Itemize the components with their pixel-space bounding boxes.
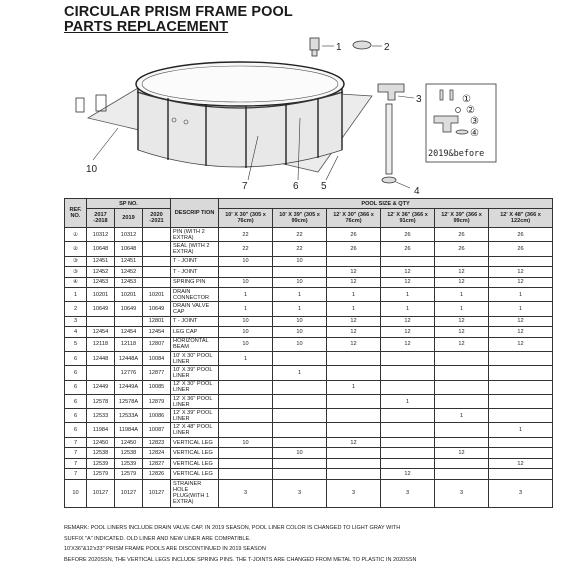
qty-cell xyxy=(219,380,273,394)
sp-cell: 12448 xyxy=(87,351,115,365)
qty-cell: 12 xyxy=(381,316,435,327)
qty-cell xyxy=(273,267,327,278)
sp-cell: 10084 xyxy=(143,351,171,365)
qty-cell: 12 xyxy=(327,437,381,448)
qty-cell: 1 xyxy=(435,409,489,423)
description-cell: 12' X 36" POOL LINER xyxy=(171,394,219,408)
qty-cell: 22 xyxy=(273,228,327,242)
qty-cell xyxy=(219,409,273,423)
sp-cell: 12452 xyxy=(115,267,143,278)
ref-cell: ① xyxy=(65,228,87,242)
qty-cell: 12 xyxy=(435,448,489,459)
callout-4: 4 xyxy=(414,186,420,197)
inset-caption: 2019&before xyxy=(428,149,485,159)
table-row xyxy=(65,337,553,351)
qty-cell: 12 xyxy=(489,337,553,351)
table-row xyxy=(65,277,553,288)
ref-cell: 6 xyxy=(65,351,87,365)
qty-cell: 10 xyxy=(219,327,273,338)
ref-cell: 2 xyxy=(65,302,87,316)
sp-cell: 12118 xyxy=(115,337,143,351)
description-cell: HORIZONTAL BEAM xyxy=(171,337,219,351)
table-row xyxy=(65,316,553,327)
qty-cell: 1 xyxy=(219,302,273,316)
sp-cell: 12578 xyxy=(87,394,115,408)
qty-cell: 1 xyxy=(381,394,435,408)
qty-cell xyxy=(435,458,489,469)
parts-table xyxy=(64,198,553,508)
qty-cell xyxy=(327,409,381,423)
ref-cell: ③ xyxy=(65,267,87,278)
table-row xyxy=(65,409,553,423)
sp-cell xyxy=(143,242,171,256)
qty-cell xyxy=(381,423,435,437)
table-row xyxy=(65,242,553,256)
qty-cell: 10 xyxy=(219,256,273,267)
page-title: CIRCULAR PRISM FRAME POOL xyxy=(64,4,293,20)
qty-cell xyxy=(435,351,489,365)
qty-cell: 22 xyxy=(273,242,327,256)
qty-cell xyxy=(219,469,273,480)
qty-cell xyxy=(327,366,381,380)
size-col-header: 12' X 36" (366 x 91cm) xyxy=(381,209,435,228)
qty-cell xyxy=(435,437,489,448)
sp-cell: 12450 xyxy=(87,437,115,448)
sp-cell: 10087 xyxy=(143,423,171,437)
qty-cell xyxy=(327,469,381,480)
sp-cell: 12579 xyxy=(115,469,143,480)
table-row xyxy=(65,228,553,242)
qty-cell xyxy=(489,351,553,365)
ref-cell: 7 xyxy=(65,437,87,448)
sp-cell: 10649 xyxy=(87,302,115,316)
qty-cell: 12 xyxy=(489,458,553,469)
ref-cell: ④ xyxy=(65,277,87,288)
sp-cell: 10649 xyxy=(143,302,171,316)
qty-cell: 3 xyxy=(219,479,273,507)
table-row xyxy=(65,448,553,459)
sp-col-header: 2017 -2018 xyxy=(87,209,115,228)
remark-line: REMARK: POOL LINERS INCLUDE DRAIN VALVE CAP. IN 2019 SEASON, POOL LINER COLOR IS CHANGED TO LIGHT GRAY WITH xyxy=(64,525,401,531)
callout-10: 10 xyxy=(86,164,98,175)
description-cell: 12' X 48" POOL LINER xyxy=(171,423,219,437)
description-cell: T - JOINT xyxy=(171,316,219,327)
qty-cell xyxy=(273,469,327,480)
sp-cell: 11984A xyxy=(115,423,143,437)
qty-cell xyxy=(489,256,553,267)
qty-cell: 12 xyxy=(327,337,381,351)
inset-mark-3: ③ xyxy=(470,116,479,127)
table-row xyxy=(65,380,553,394)
qty-cell: 12 xyxy=(327,277,381,288)
sp-cell: 12533 xyxy=(87,409,115,423)
qty-cell: 26 xyxy=(489,242,553,256)
qty-cell xyxy=(273,394,327,408)
qty-cell xyxy=(219,366,273,380)
qty-cell xyxy=(273,437,327,448)
sp-cell: 12453 xyxy=(87,277,115,288)
sp-cell: 12824 xyxy=(143,448,171,459)
qty-cell xyxy=(219,394,273,408)
table-row xyxy=(65,366,553,380)
qty-cell xyxy=(489,437,553,448)
remark-line: SUFFIX "A" INDICATED. OLD LINER AND NEW LINER ARE COMPATIBLE. xyxy=(64,535,251,542)
qty-cell: 26 xyxy=(327,242,381,256)
sp-cell: 10312 xyxy=(115,228,143,242)
inset-mark-2: ② xyxy=(466,105,475,116)
table-row xyxy=(65,437,553,448)
sp-cell: 12578A xyxy=(115,394,143,408)
inset-mark-4: ④ xyxy=(470,128,479,139)
qty-cell: 10 xyxy=(273,337,327,351)
ref-no-header: REF. NO. xyxy=(65,199,87,228)
sp-cell: 10127 xyxy=(115,479,143,507)
qty-cell xyxy=(435,423,489,437)
sp-cell: 12454 xyxy=(87,327,115,338)
qty-cell: 12 xyxy=(381,267,435,278)
size-col-header: 10' X 39" (305 x 99cm) xyxy=(273,209,327,228)
qty-cell: 1 xyxy=(219,351,273,365)
sp-cell: 12827 xyxy=(143,458,171,469)
qty-cell xyxy=(381,380,435,394)
qty-cell: 10 xyxy=(219,437,273,448)
qty-cell: 1 xyxy=(219,288,273,302)
description-cell: VERTICAL LEG xyxy=(171,469,219,480)
ref-cell: 6 xyxy=(65,394,87,408)
vertical-leg-part xyxy=(386,104,392,174)
qty-cell: 10 xyxy=(273,327,327,338)
remarks xyxy=(64,523,560,565)
qty-cell: 1 xyxy=(381,288,435,302)
qty-cell: 10 xyxy=(273,448,327,459)
ref-cell: 4 xyxy=(65,327,87,338)
sp-cell: 12454 xyxy=(143,327,171,338)
qty-cell xyxy=(273,351,327,365)
ref-cell: 5 xyxy=(65,337,87,351)
qty-cell: 3 xyxy=(435,479,489,507)
qty-cell: 12 xyxy=(381,337,435,351)
qty-cell xyxy=(327,351,381,365)
qty-cell: 12 xyxy=(327,327,381,338)
drain-valve-cap-part xyxy=(353,41,371,49)
size-col-header: 10' X 30" (305 x 76cm) xyxy=(219,209,273,228)
sp-cell: 12826 xyxy=(143,469,171,480)
qty-cell: 10 xyxy=(219,316,273,327)
table-row xyxy=(65,302,553,316)
qty-cell: 1 xyxy=(381,302,435,316)
qty-cell xyxy=(273,458,327,469)
qty-cell xyxy=(489,409,553,423)
qty-cell: 1 xyxy=(327,380,381,394)
qty-cell xyxy=(381,437,435,448)
qty-cell xyxy=(219,458,273,469)
qty-cell xyxy=(381,351,435,365)
qty-cell xyxy=(489,366,553,380)
sp-cell: 12877 xyxy=(143,366,171,380)
qty-cell: 1 xyxy=(273,288,327,302)
ref-cell: 7 xyxy=(65,448,87,459)
description-cell: VERTICAL LEG xyxy=(171,437,219,448)
description-cell: DRAIN VALVE CAP xyxy=(171,302,219,316)
table-row xyxy=(65,458,553,469)
description-cell: VERTICAL LEG xyxy=(171,448,219,459)
qty-cell xyxy=(273,423,327,437)
ref-cell: 1 xyxy=(65,288,87,302)
description-cell: LEG CAP xyxy=(171,327,219,338)
ref-cell: ② xyxy=(65,242,87,256)
sp-cell: 10201 xyxy=(115,288,143,302)
description-cell: T - JOINT xyxy=(171,267,219,278)
pool-diagram xyxy=(0,0,568,198)
qty-cell xyxy=(327,394,381,408)
sp-cell: 12538 xyxy=(87,448,115,459)
ref-cell: 6 xyxy=(65,423,87,437)
qty-cell: 12 xyxy=(489,267,553,278)
qty-cell: 1 xyxy=(435,302,489,316)
description-cell: VERTICAL LEG xyxy=(171,458,219,469)
qty-cell: 10 xyxy=(219,337,273,351)
sp-cell: 10127 xyxy=(143,479,171,507)
sp-cell: 12776 xyxy=(115,366,143,380)
sp-cell: 12454 xyxy=(115,327,143,338)
description-header: DESCRIP TION xyxy=(171,199,219,228)
sp-cell: 10648 xyxy=(115,242,143,256)
table-row xyxy=(65,479,553,507)
sp-cell: 10086 xyxy=(143,409,171,423)
table-row xyxy=(65,327,553,338)
sp-cell xyxy=(143,267,171,278)
sp-cell: 10127 xyxy=(87,479,115,507)
sp-cell: 10201 xyxy=(87,288,115,302)
qty-cell: 1 xyxy=(435,288,489,302)
size-col-header: 12' X 30" (366 x 76cm) xyxy=(327,209,381,228)
sp-cell xyxy=(87,366,115,380)
description-cell: PIN (WITH 2 EXTRA) xyxy=(171,228,219,242)
qty-cell: 1 xyxy=(327,288,381,302)
description-cell: STRAINER HOLE PLUG(WITH 1 EXTRA) xyxy=(171,479,219,507)
sp-cell: 12451 xyxy=(115,256,143,267)
ref-cell: 7 xyxy=(65,458,87,469)
sp-cell: 12453 xyxy=(115,277,143,288)
sp-cell xyxy=(143,228,171,242)
callout-1: 1 xyxy=(336,42,342,53)
sp-cell: 10312 xyxy=(87,228,115,242)
remark-line: BEFORE 2020SSN, THE VERTICAL LEGS INCLUDE SPRING PINS. THE T-JOINTS ARE CHANGED FROM METAL TO PLASTIC IN 2020SSN xyxy=(64,556,417,563)
qty-cell: 1 xyxy=(489,423,553,437)
sp-col-header: 2019 xyxy=(115,209,143,228)
description-cell: 12' X 39" POOL LINER xyxy=(171,409,219,423)
qty-cell: 3 xyxy=(489,479,553,507)
sp-cell: 12452 xyxy=(87,267,115,278)
sp-cell: 12823 xyxy=(143,437,171,448)
description-cell: T - JOINT xyxy=(171,256,219,267)
qty-cell: 12 xyxy=(327,267,381,278)
sp-cell: 10085 xyxy=(143,380,171,394)
qty-cell xyxy=(273,409,327,423)
qty-cell: 10 xyxy=(273,277,327,288)
leg-cap-part xyxy=(382,177,396,183)
qty-cell: 26 xyxy=(489,228,553,242)
qty-cell: 26 xyxy=(327,228,381,242)
table-row xyxy=(65,394,553,408)
sp-no-header: SP NO. xyxy=(87,199,171,209)
qty-cell xyxy=(489,448,553,459)
qty-cell xyxy=(219,423,273,437)
qty-cell: 1 xyxy=(273,366,327,380)
sp-cell xyxy=(143,277,171,288)
qty-cell: 3 xyxy=(327,479,381,507)
qty-cell xyxy=(381,366,435,380)
qty-cell: 3 xyxy=(381,479,435,507)
description-cell: SEAL (WITH 2 EXTRA) xyxy=(171,242,219,256)
sp-cell: 12533A xyxy=(115,409,143,423)
qty-cell xyxy=(435,366,489,380)
qty-cell: 1 xyxy=(273,302,327,316)
sp-cell: 12450 xyxy=(115,437,143,448)
description-cell: DRAIN CONNECTOR xyxy=(171,288,219,302)
qty-cell: 10 xyxy=(219,277,273,288)
ref-cell: ③ xyxy=(65,256,87,267)
callout-5: 5 xyxy=(321,181,327,192)
qty-cell xyxy=(381,448,435,459)
sp-cell xyxy=(115,316,143,327)
sp-cell xyxy=(143,256,171,267)
ref-cell: 3 xyxy=(65,316,87,327)
ref-cell: 10 xyxy=(65,479,87,507)
sp-cell: 12807 xyxy=(143,337,171,351)
callout-6: 6 xyxy=(293,181,299,192)
qty-cell: 26 xyxy=(381,242,435,256)
qty-cell xyxy=(219,448,273,459)
table-row xyxy=(65,267,553,278)
qty-cell: 12 xyxy=(489,277,553,288)
size-col-header: 12' X 39" (366 x 99cm) xyxy=(435,209,489,228)
qty-cell: 26 xyxy=(435,228,489,242)
qty-cell xyxy=(435,469,489,480)
sp-cell: 10649 xyxy=(115,302,143,316)
sp-cell: 10201 xyxy=(143,288,171,302)
qty-cell: 12 xyxy=(435,327,489,338)
table-row xyxy=(65,288,553,302)
sp-col-header: 2020 -2021 xyxy=(143,209,171,228)
table-row xyxy=(65,351,553,365)
qty-cell xyxy=(435,256,489,267)
ref-cell: 6 xyxy=(65,366,87,380)
drain-connector-part xyxy=(310,38,319,56)
qty-cell xyxy=(381,409,435,423)
sp-cell: 12448A xyxy=(115,351,143,365)
qty-cell xyxy=(435,380,489,394)
qty-cell xyxy=(381,256,435,267)
qty-cell xyxy=(273,380,327,394)
sp-cell: 12539 xyxy=(87,458,115,469)
qty-cell: 12 xyxy=(435,337,489,351)
qty-cell: 22 xyxy=(219,242,273,256)
sp-cell: 12449A xyxy=(115,380,143,394)
sp-cell xyxy=(87,316,115,327)
table-row xyxy=(65,423,553,437)
qty-cell: 12 xyxy=(435,316,489,327)
description-cell: 12' X 30" POOL LINER xyxy=(171,380,219,394)
qty-cell xyxy=(435,394,489,408)
remark-line: 10'X36"&12'x33" PRISM FRAME POOLS ARE DISCONTINUED IN 2019 SEASON xyxy=(64,546,266,552)
qty-cell xyxy=(381,458,435,469)
qty-cell: 10 xyxy=(273,256,327,267)
qty-cell: 12 xyxy=(327,316,381,327)
qty-cell: 12 xyxy=(381,469,435,480)
sp-cell: 12451 xyxy=(87,256,115,267)
qty-cell xyxy=(327,256,381,267)
sp-cell: 12538 xyxy=(115,448,143,459)
qty-cell xyxy=(327,423,381,437)
sp-cell: 12879 xyxy=(143,394,171,408)
t-joint-part xyxy=(378,84,404,100)
size-col-header: 12' X 48" (366 x 122cm) xyxy=(489,209,553,228)
qty-cell xyxy=(219,267,273,278)
inset-mark-1: ① xyxy=(462,94,471,105)
ref-cell: 7 xyxy=(65,469,87,480)
qty-cell: 12 xyxy=(381,327,435,338)
table-row xyxy=(65,469,553,480)
sp-cell: 12801 xyxy=(143,316,171,327)
qty-cell: 10 xyxy=(273,316,327,327)
pool-rim-inner xyxy=(142,66,338,102)
qty-cell xyxy=(327,448,381,459)
qty-cell xyxy=(489,394,553,408)
ref-cell: 6 xyxy=(65,409,87,423)
sp-cell: 12449 xyxy=(87,380,115,394)
sp-cell: 12579 xyxy=(87,469,115,480)
page-subtitle: PARTS REPLACEMENT xyxy=(64,19,229,35)
qty-cell: 12 xyxy=(489,327,553,338)
description-cell: 10' X 30" POOL LINER xyxy=(171,351,219,365)
qty-cell: 1 xyxy=(327,302,381,316)
callout-3: 3 xyxy=(416,94,422,105)
qty-cell: 12 xyxy=(435,267,489,278)
ref-cell: 6 xyxy=(65,380,87,394)
qty-cell: 1 xyxy=(489,288,553,302)
qty-cell: 12 xyxy=(489,316,553,327)
qty-cell: 12 xyxy=(435,277,489,288)
qty-cell xyxy=(489,380,553,394)
description-cell: SPRING PIN xyxy=(171,277,219,288)
qty-cell xyxy=(327,458,381,469)
description-cell: 10' X 39" POOL LINER xyxy=(171,366,219,380)
parts-table-body xyxy=(65,228,553,508)
qty-cell: 1 xyxy=(489,302,553,316)
callout-7: 7 xyxy=(242,181,248,192)
qty-cell: 22 xyxy=(219,228,273,242)
sp-cell: 10648 xyxy=(87,242,115,256)
qty-cell: 26 xyxy=(435,242,489,256)
callout-2: 2 xyxy=(384,42,390,53)
qty-cell xyxy=(489,469,553,480)
qty-cell: 3 xyxy=(273,479,327,507)
qty-cell: 12 xyxy=(381,277,435,288)
pool-size-header: POOL SIZE & QTY xyxy=(219,199,553,209)
table-row xyxy=(65,256,553,267)
sp-cell: 11984 xyxy=(87,423,115,437)
qty-cell: 26 xyxy=(381,228,435,242)
sp-cell: 12118 xyxy=(87,337,115,351)
sp-cell: 12539 xyxy=(115,458,143,469)
